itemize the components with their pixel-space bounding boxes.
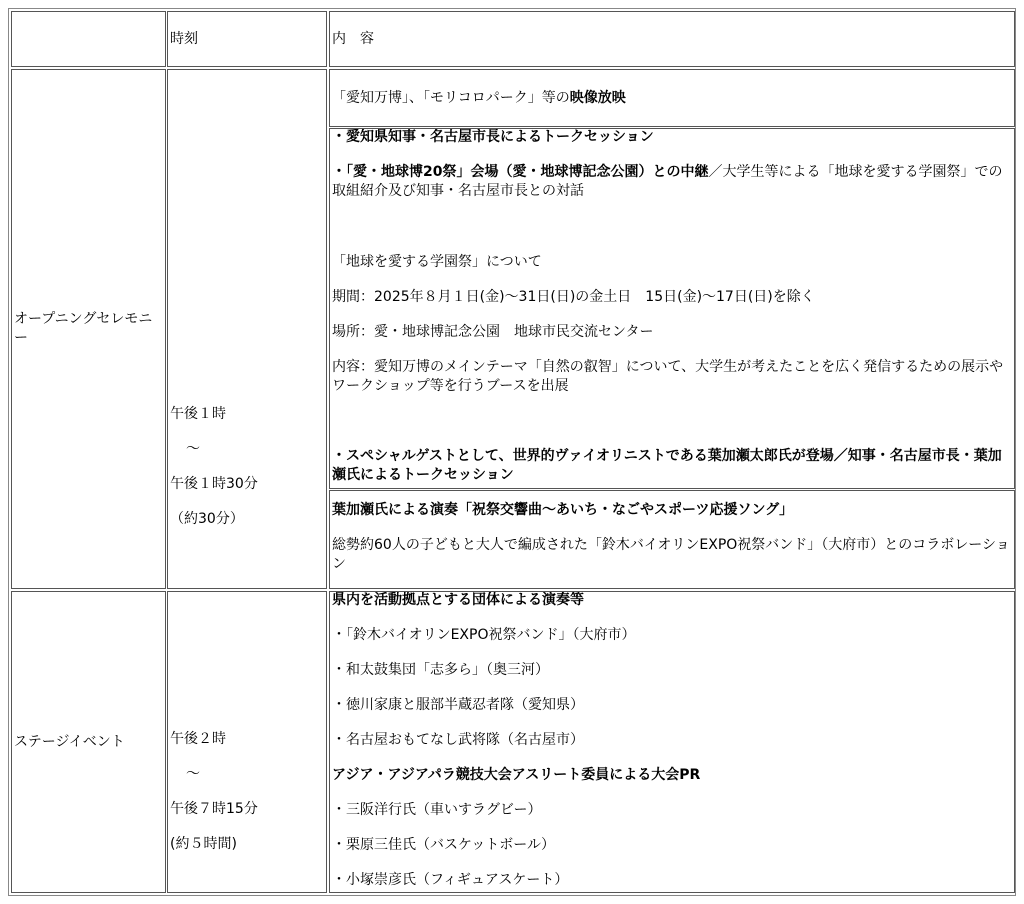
opening-time-start: 午後１時 [170, 406, 226, 422]
talk-session-line: ・愛知県知事・名古屋市長によるトークセッション [332, 129, 654, 145]
festival-about: 「地球を愛する学園祭」について [332, 254, 542, 270]
stage-time-duration: (約５時間) [170, 836, 237, 852]
stage-line: 県内を活動拠点とする団体による演奏等 [332, 592, 584, 608]
stage-line: ・三阪洋行氏（車いすラグビー） [332, 802, 542, 818]
header-cell-time [167, 11, 327, 67]
opening-item-performance [329, 490, 1015, 589]
stage-line: ・栗原三佳氏（バスケットボール） [332, 837, 556, 853]
opening-item-video [329, 69, 1015, 127]
opening-item-talk [329, 128, 1015, 489]
opening-time-cell [167, 69, 327, 589]
header-cell-content [329, 11, 1015, 67]
performance-title: 葉加瀬氏による演奏「祝祭交響曲～あいち・なごやスポーツ応援ソング」 [332, 502, 794, 518]
opening-time-duration: （約30分） [170, 511, 244, 527]
video-line [332, 89, 1012, 108]
stage-content-cell [329, 591, 1015, 893]
relay-bold: ・「愛・地球博20祭」会場（愛・地球博記念公園）との中継 [332, 164, 709, 180]
video-bold: 映像放映 [569, 89, 626, 106]
special-guest-line: ・スペシャルゲストとして、世界的ヴァイオリニストである葉加瀬太郎氏が登場／知事・名古屋市長・葉加瀬氏によるトークセッション [332, 448, 1002, 483]
header-time-text: 時刻 [170, 30, 198, 47]
stage-line: ・「鈴木バイオリンEXPO祝祭バンド」（大府市） [332, 627, 636, 643]
header-content-text: 内 容 [332, 30, 374, 47]
stage-line: ・和太鼓集団「志多ら」（奥三河） [332, 662, 549, 678]
stage-line: ・名古屋おもてなし武将隊（名古屋市） [332, 732, 584, 748]
stage-time-start: 午後２時 [170, 731, 226, 747]
relay-line [332, 163, 1012, 201]
stage-time-cell [167, 591, 327, 893]
opening-time-tilde: ～ [186, 441, 200, 457]
schedule-table [8, 8, 1016, 896]
opening-name-cell [11, 69, 166, 589]
stage-name: ステージイベント [14, 733, 125, 750]
festival-period: 期間：2025年８月１日(金)～31日(日)の金土日 15日(金)～17日(日)を除く [332, 289, 815, 305]
festival-place: 場所：愛・地球博記念公園 地球市民交流センター [332, 324, 654, 340]
stage-line: アジア・アジアパラ競技大会アスリート委員による大会PR [332, 767, 701, 783]
stage-time-end: 午後７時15分 [170, 801, 258, 817]
performance-desc: 総勢約60人の子どもと大人で編成された「鈴木バイオリンEXPO祝祭バンド」（大府市）とのコラボレーション [332, 537, 1010, 572]
stage-time-tilde: ～ [186, 766, 200, 782]
stage-line: ・小塚崇彦氏（フィギュアスケート） [332, 872, 569, 888]
opening-name: オープニングセレモニー [14, 311, 153, 346]
opening-time-end: 午後１時30分 [170, 476, 258, 492]
festival-content: 内容：愛知万博のメインテーマ「自然の叡智」について、大学生が考えたことを広く発信するための展示やワークショップ等を行うブースを出展 [332, 359, 1004, 394]
stage-line: ・徳川家康と服部半蔵忍者隊（愛知県） [332, 697, 584, 713]
video-text: 「愛知万博」、「モリコロパーク」等の [332, 89, 570, 106]
stage-name-cell [11, 591, 166, 893]
header-cell-blank [11, 11, 166, 67]
relay-text: ／大学生等による「地球を愛する学園祭」での取組紹介及び知事・名古屋市長との対話 [332, 164, 1003, 199]
